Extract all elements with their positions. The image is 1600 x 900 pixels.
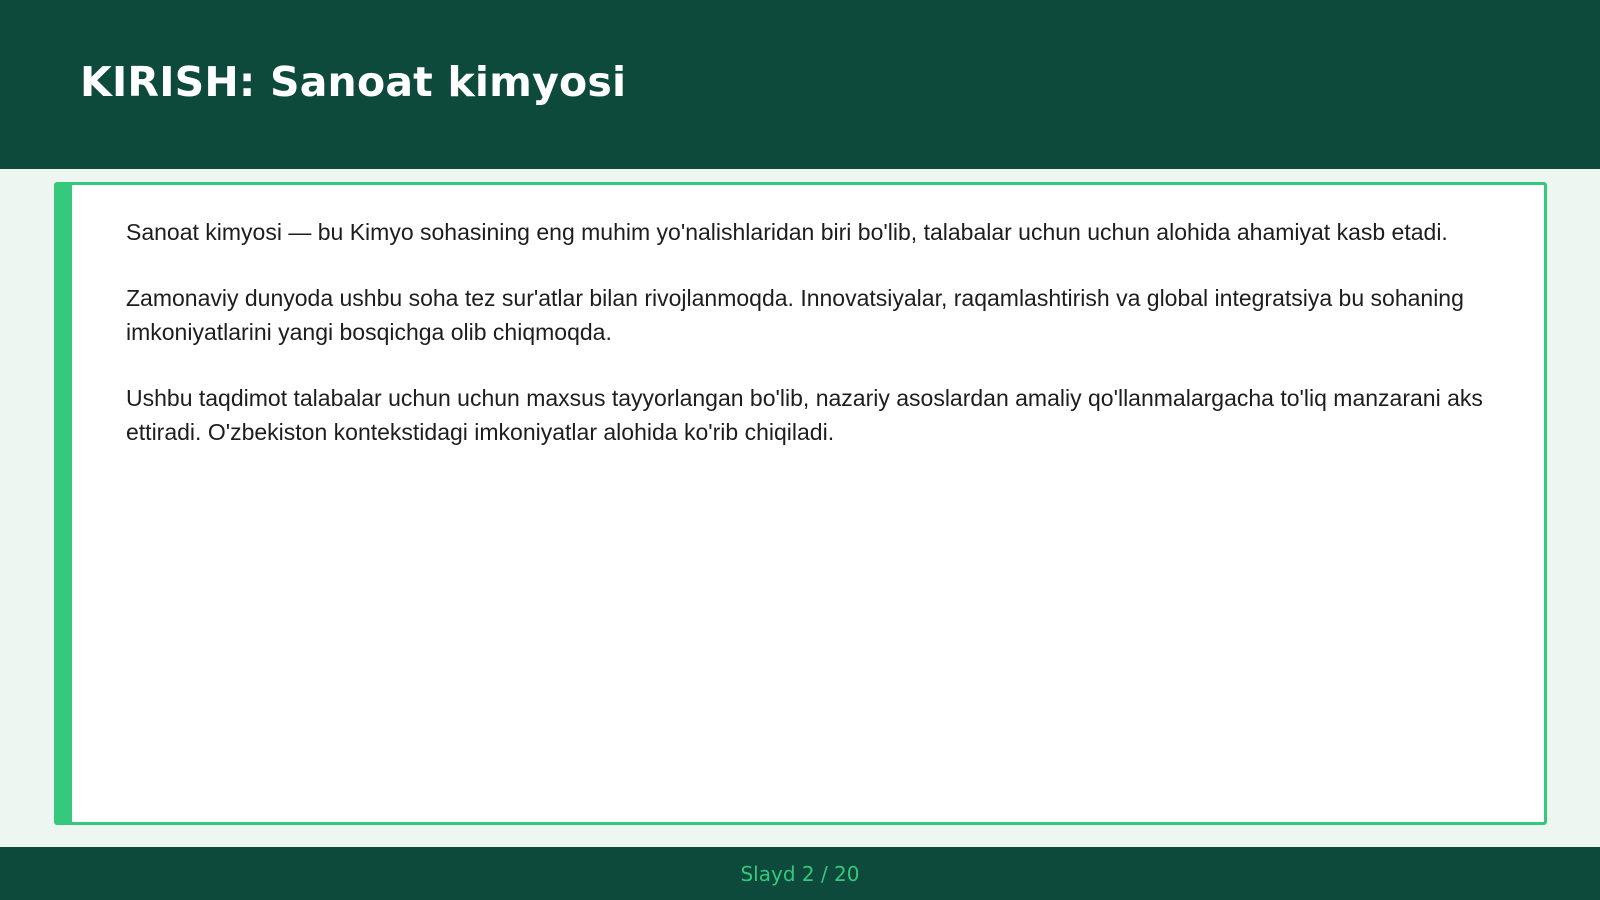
slide-counter: Slayd 2 / 20 (740, 862, 860, 886)
intro-paragraph: Sanoat kimyosi — bu Kimyo sohasining eng muhim yo'nalishlaridan biri bo'lib, talabalar uchun uchun alohida ahamiyat kasb etadi. (126, 219, 1448, 245)
slide-header (0, 0, 1600, 169)
development-paragraph: Zamonaviy dunyoda ushbu soha tez sur'atlar bilan rivojlanmoqda. Innovatsiyalar, raqamlashtirish va global integratsiya bu sohaning imkoniyatlarini yangi bosqichga olib chiqmoqda. (126, 285, 1464, 345)
content-text (126, 215, 1516, 481)
slide-title: KIRISH: Sanoat kimyosi (80, 58, 627, 106)
presentation-purpose-paragraph: Ushbu taqdimot talabalar uchun uchun maxsus tayyorlangan bo'lib, nazariy asoslardan amaliy qo'llanmalargacha to'liq manzarani aks ettiradi. O'zbekiston kontekstidagi imkoniyatlar alohida ko'rib chiqiladi. (126, 385, 1483, 445)
slide-footer (0, 847, 1600, 900)
content-card (54, 182, 1547, 825)
